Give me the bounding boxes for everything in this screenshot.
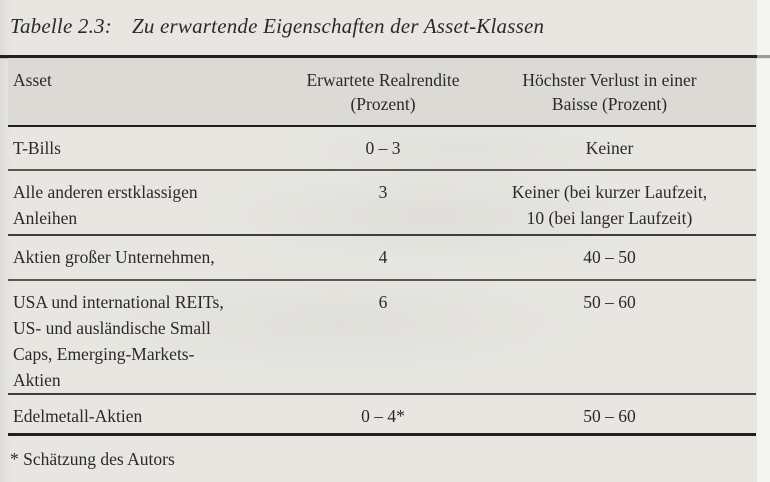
cell-verlust [463,281,756,393]
cell-asset [8,236,303,279]
cell-realrendite: 3 [378,182,388,202]
cell-verlust [463,127,756,169]
cell-text-line: Anleihen [13,208,78,228]
cell-text-line: Aktien großer Unternehmen, [13,247,215,267]
cell-realrendite: 0 – 3 [365,138,401,158]
footnote: * Schätzung des Autors [10,449,175,469]
cell-asset [8,281,303,393]
cell-realrendite: 0 – 4* [361,406,405,426]
cell-text-line: 10 (bei langer Laufzeit) [526,208,693,228]
header-line: Baisse (Prozent) [551,94,668,114]
header-line: Höchster Verlust in einer [522,70,697,90]
cell-text-line: 40 – 50 [583,247,636,267]
table-caption [0,0,770,55]
header-cell-asset: Asset [13,70,52,90]
caption-text: Zu erwartende Eigenschaften der Asset-Klassen [131,14,545,38]
cell-text-line: Caps, Emerging-Markets- [13,344,195,364]
cell-verlust [463,395,756,433]
cell-asset [8,127,303,169]
cell-text-line: Keiner (bei kurzer Laufzeit, [511,182,708,202]
cell-text-line: 50 – 60 [583,406,636,426]
table-row [8,395,756,436]
table-row [8,171,756,236]
cell-text-line: USA und international REITs, [13,292,224,312]
cell-asset [8,395,303,433]
header-line: Erwartete Realrendite [306,70,460,90]
cell-realrendite: 4 [378,247,388,267]
asset-classes-table [8,58,756,436]
cell-verlust [463,171,756,234]
caption-label: Tabelle 2.3: [10,14,112,38]
header-cell-realrendite [303,58,463,125]
table-row [8,281,756,395]
cell-text-line: Aktien [13,370,61,390]
cell-text-line: US- und ausländische Small [13,318,211,338]
table-header-row [8,58,756,127]
cell-text-line: Keiner [585,138,634,158]
cell-text-line: 50 – 60 [583,292,636,312]
cell-asset [8,171,303,234]
cell-text-line: Alle anderen erstklassigen [13,182,198,202]
cell-realrendite: 6 [378,292,388,312]
header-line: (Prozent) [350,94,416,114]
table-row [8,236,756,281]
table-row [8,127,756,171]
cell-verlust [463,236,756,279]
cell-text-line: Edelmetall-Aktien [13,406,143,426]
header-cell-verlust [463,58,756,125]
cell-text-line: T-Bills [13,138,61,158]
